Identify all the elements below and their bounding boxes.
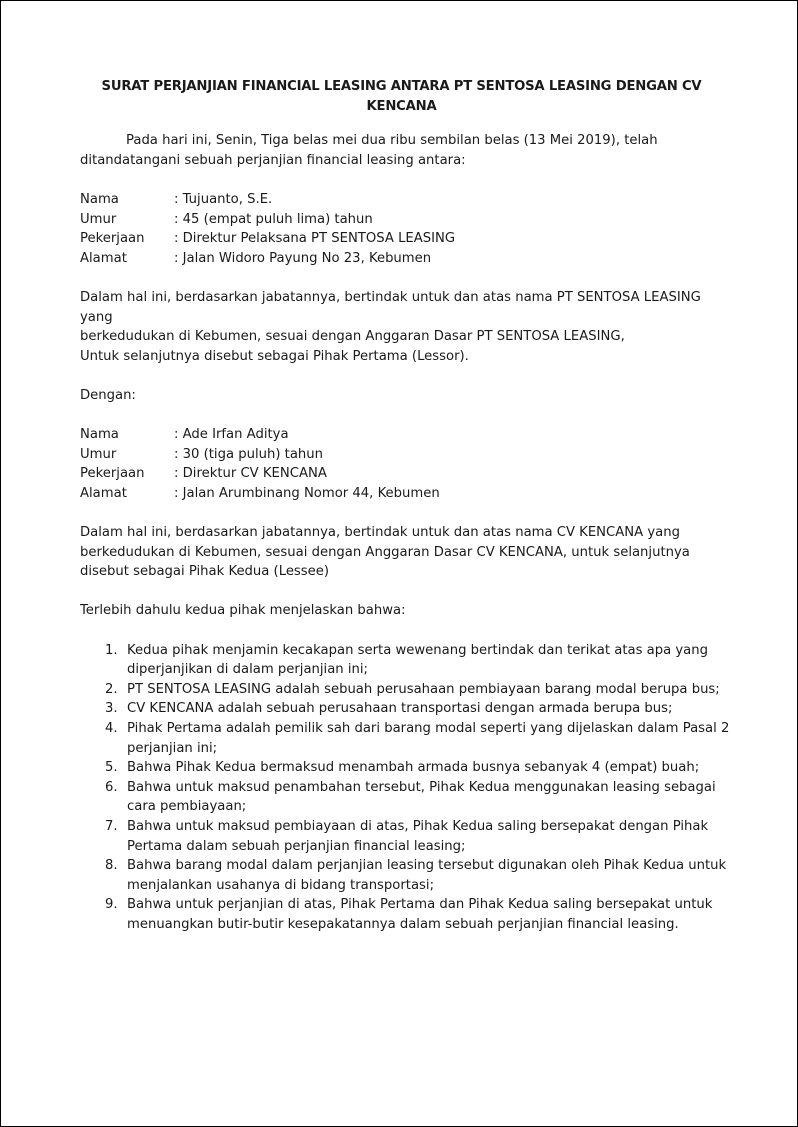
list-item [80, 699, 737, 719]
field-value: : Jalan Widoro Payung No 23, Kebumen [174, 250, 432, 266]
statement-line: berkedudukan di Kebumen, sesuai dengan Anggaran Dasar PT SENTOSA LEASING, [80, 329, 625, 345]
list-item [80, 856, 737, 895]
party1-job-row [80, 229, 737, 249]
party2-statement [80, 523, 737, 582]
field-label: Alamat [80, 250, 127, 266]
item-text: Bahwa untuk maksud pembiayaan di atas, Pihak Kedua saling bersepakat dengan Pihak Pertama dalam sebuah perjanjian financial leasing; [127, 818, 709, 854]
item-text: Bahwa untuk maksud penambahan tersebut, Pihak Kedua menggunakan leasing sebagai cara pembiayaan; [127, 779, 716, 815]
list-item [80, 758, 737, 778]
statement-line: Dalam hal ini, berdasarkan jabatannya, bertindak untuk dan atas nama CV KENCANA yang [80, 525, 680, 541]
field-label: Umur [80, 446, 117, 462]
item-text: Bahwa barang modal dalam perjanjian leasing tersebut digunakan oleh Pihak Kedua untuk menjalankan usahanya di bidang transportasi; [127, 858, 727, 893]
item-number: 8. [105, 858, 118, 874]
field-label: Nama [80, 427, 119, 443]
field-value: : Direktur CV KENCANA [174, 466, 327, 482]
list-item [80, 817, 737, 856]
item-number: 5. [105, 760, 118, 776]
item-number: 7. [105, 818, 118, 834]
party2-name-row [80, 425, 737, 445]
statement-line: Untuk selanjutnya disebut sebagai Pihak Pertama (Lessor). [80, 348, 469, 364]
party2-details [80, 425, 737, 503]
field-label: Umur [80, 211, 117, 227]
with-label: Dengan: [80, 387, 136, 403]
statement-line: berkedudukan di Kebumen, sesuai dengan Anggaran Dasar CV KENCANA, untuk selanjutnya [80, 544, 690, 560]
party2-job-row [80, 464, 737, 484]
item-number: 3. [105, 701, 118, 717]
party2-age-row [80, 445, 737, 465]
opening-paragraph: Pada hari ini, Senin, Tiga belas mei dua ribu sembilan belas (13 Mei 2019), telah ditandatangani sebuah perjanjian financial leasing antara: [80, 133, 658, 168]
field-value: : 30 (tiga puluh) tahun [174, 446, 324, 462]
field-value: : Direktur Pelaksana PT SENTOSA LEASING [174, 231, 456, 247]
field-value: : Jalan Arumbinang Nomor 44, Kebumen [174, 485, 440, 501]
item-number: 2. [105, 681, 118, 697]
list-intro: Terlebih dahulu kedua pihak menjelaskan bahwa: [80, 603, 406, 619]
statement-line: disebut sebagai Pihak Kedua (Lessee) [80, 564, 330, 580]
list-item [80, 680, 737, 700]
field-label: Nama [80, 191, 119, 207]
document-title: SURAT PERJANJIAN FINANCIAL LEASING ANTARA PT SENTOSA LEASING DENGAN CV KENCANA [101, 79, 702, 114]
item-number: 6. [105, 779, 118, 795]
item-number: 1. [105, 642, 118, 658]
party1-name-row [80, 190, 737, 210]
item-number: 9. [105, 897, 118, 913]
list-item [80, 641, 737, 680]
field-value: : 45 (empat puluh lima) tahun [174, 211, 373, 227]
party1-details [80, 190, 737, 268]
recitals-list [80, 641, 737, 935]
field-value: : Ade Irfan Aditya [174, 427, 289, 443]
item-text: Pihak Pertama adalah pemilik sah dari barang modal seperti yang dijelaskan dalam Pasal 2 perjanjian ini; [127, 721, 730, 756]
item-number: 4. [105, 721, 118, 736]
list-item [80, 895, 737, 934]
field-value: : Tujuanto, S.E. [174, 191, 273, 207]
item-text: Bahwa untuk perjanjian di atas, Pihak Pertama dan Pihak Kedua saling bersepakat untuk menuangkan butir-butir kesepakatannya dalam sebuah perjanjian financial leasing. [127, 897, 713, 932]
field-label: Pekerjaan [80, 231, 145, 247]
party1-statement [80, 288, 737, 366]
item-text: CV KENCANA adalah sebuah perusahaan transportasi dengan armada berupa bus; [127, 701, 673, 717]
list-item [80, 719, 737, 758]
party1-address-row [80, 249, 737, 269]
party2-address-row [80, 484, 737, 504]
item-text: Bahwa Pihak Kedua bermaksud menambah armada busnya sebanyak 4 (empat) buah; [127, 760, 700, 776]
party1-age-row [80, 210, 737, 230]
statement-line: Dalam hal ini, berdasarkan jabatannya, bertindak untuk dan atas nama PT SENTOSA LEASING yang [80, 289, 701, 325]
list-item [80, 778, 737, 817]
field-label: Alamat [80, 485, 127, 501]
field-label: Pekerjaan [80, 466, 145, 482]
item-text: PT SENTOSA LEASING adalah sebuah perusahaan pembiayaan barang modal berupa bus; [127, 681, 720, 697]
item-text: Kedua pihak menjamin kecakapan serta wewenang bertindak dan terikat atas apa yang diperjanjikan di dalam perjanjian ini; [127, 642, 708, 678]
